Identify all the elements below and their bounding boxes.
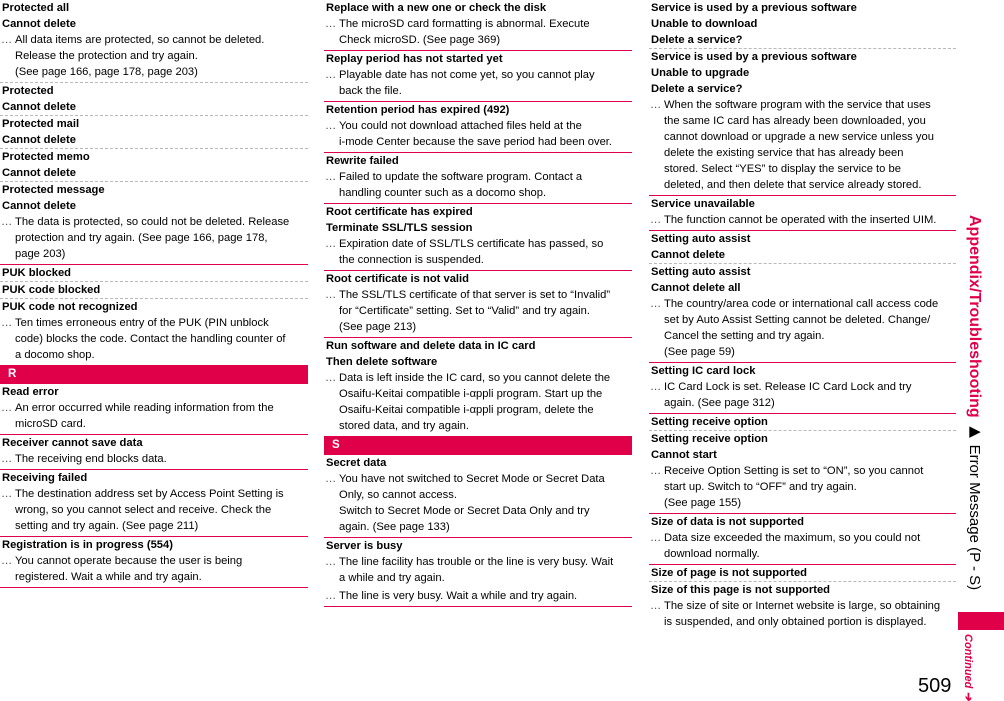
error-description xyxy=(324,236,632,270)
description-line: … The size of site or Internet website is large, so obtaining xyxy=(664,600,941,612)
description-line: … All data items are protected, so cannot be deleted. xyxy=(15,34,265,46)
error-title: Setting receive option xyxy=(651,416,768,428)
error-title: Rewrite failed xyxy=(326,155,399,167)
side-tab-section: Appendix/Troubleshooting xyxy=(966,215,983,418)
error-title: Registration is in progress (554) xyxy=(2,539,173,551)
description-line: is suspended, and only obtained portion is displayed. xyxy=(664,616,927,628)
error-title: Cannot delete all xyxy=(651,282,741,294)
error-entry xyxy=(0,182,308,265)
description-line: … Ten times erroneous entry of the PUK (PIN unblock xyxy=(15,317,269,329)
error-entry xyxy=(324,338,632,436)
description-line: … Failed to update the software program. Contact a xyxy=(339,171,583,183)
description-line: again. (See page 312) xyxy=(664,397,775,409)
description-line: start up. Switch to “OFF” and try again. xyxy=(664,481,857,493)
description-line: handling counter such as a docomo shop. xyxy=(339,187,547,199)
error-title: Setting auto assist xyxy=(651,233,751,245)
error-title: Secret data xyxy=(326,457,387,469)
error-entry xyxy=(324,455,632,538)
description-line: stored data, and try again. xyxy=(339,420,469,432)
description-line: … Data is left inside the IC card, so you cannot delete the xyxy=(339,372,611,384)
section-header: R xyxy=(0,365,308,384)
description-line: a docomo shop. xyxy=(15,349,95,361)
error-entry xyxy=(0,470,308,537)
description-line: … When the software program with the service that uses xyxy=(664,99,931,111)
description-line: … The data is protected, so could not be deleted. Release xyxy=(15,216,290,228)
description-line: … IC Card Lock is set. Release IC Card Lock and try xyxy=(664,381,912,393)
description-line: the connection is suspended. xyxy=(339,254,484,266)
description-line: … The receiving end blocks data. xyxy=(15,453,167,465)
error-entry xyxy=(0,537,308,588)
description-line: Osaifu-Keitai compatible i-αppli program, delete the xyxy=(339,404,594,416)
side-tab xyxy=(965,215,983,590)
column-3 xyxy=(649,0,956,632)
continued-arrow-icon: ➔ xyxy=(962,691,974,701)
error-title: Terminate SSL/TLS session xyxy=(326,222,473,234)
description-line: Check microSD. (See page 369) xyxy=(339,34,501,46)
description-line: deleted, and then delete that service already stored. xyxy=(664,179,922,191)
error-title: Protected xyxy=(2,85,54,97)
description-line: (See page 155) xyxy=(664,497,742,509)
column-2 xyxy=(324,0,632,607)
error-title: Replay period has not started yet xyxy=(326,53,503,65)
error-title: Receiving failed xyxy=(2,472,88,484)
error-title: Unable to download xyxy=(651,18,758,30)
error-entry xyxy=(649,582,956,632)
error-title: Replace with a new one or check the disk xyxy=(326,2,547,14)
error-entry xyxy=(649,514,956,565)
error-description xyxy=(0,315,308,365)
error-entry xyxy=(649,49,956,196)
error-title: Size of page is not supported xyxy=(651,567,808,579)
description-line: Osaifu-Keitai compatible i-αppli program. Start up the xyxy=(339,388,603,400)
error-title: Then delete software xyxy=(326,356,438,368)
description-line: setting and try again. (See page 211) xyxy=(15,520,199,532)
error-description xyxy=(324,16,632,50)
error-entry xyxy=(649,414,956,431)
description-line: … Expiration date of SSL/TLS certificate has passed, so xyxy=(339,238,604,250)
description-line: … An error occurred while reading information from the xyxy=(15,402,274,414)
error-title: PUK code blocked xyxy=(2,284,101,296)
description-line: a while and try again. xyxy=(339,572,445,584)
error-description xyxy=(324,554,632,588)
description-line: … The SSL/TLS certificate of that server is set to “Invalid” xyxy=(339,289,611,301)
error-title: Root certificate is not valid xyxy=(326,273,469,285)
error-entry xyxy=(0,83,308,116)
description-line: protection and try again. (See page 166, page 178, xyxy=(15,232,268,244)
description-line: delete the existing service that has already been xyxy=(664,147,904,159)
description-line: i-mode Center because the save period had been over. xyxy=(339,136,613,148)
error-title: Cannot delete xyxy=(2,200,76,212)
description-line: … The destination address set by Access Point Setting is xyxy=(15,488,284,500)
description-line: wrong, so you cannot select and receive. Check the xyxy=(15,504,272,516)
error-description xyxy=(649,296,956,362)
error-description xyxy=(0,214,308,264)
error-title: Cannot delete xyxy=(651,249,725,261)
error-entry xyxy=(649,363,956,414)
description-line: set by Auto Assist Setting cannot be deleted. Change/ xyxy=(664,314,931,326)
description-line: again. (See page 133) xyxy=(339,521,450,533)
description-line: … You have not switched to Secret Mode or Secret Data xyxy=(339,473,605,485)
description-line: … The line is very busy. Wait a while and try again. xyxy=(339,590,578,602)
description-line: … The function cannot be operated with the inserted UIM. xyxy=(664,214,937,226)
error-entry xyxy=(649,264,956,363)
error-title: Server is busy xyxy=(326,540,403,552)
error-title: Run software and delete data in IC card xyxy=(326,340,536,352)
error-title: Service is used by a previous software xyxy=(651,2,857,14)
error-title: Retention period has expired (492) xyxy=(326,104,510,116)
error-title: Size of this page is not supported xyxy=(651,584,831,596)
side-tab-subtitle: Error Message (P - S) xyxy=(966,444,983,591)
description-line: … You could not download attached files held at the xyxy=(339,120,582,132)
error-description xyxy=(324,169,632,203)
error-description xyxy=(0,400,308,434)
description-line: back the file. xyxy=(339,85,402,97)
error-entry xyxy=(324,0,632,51)
error-title: Delete a service? xyxy=(651,34,743,46)
error-title: Cannot delete xyxy=(2,101,76,113)
continued-text: Continued xyxy=(962,634,974,689)
error-title: Protected mail xyxy=(2,118,80,130)
description-line: registered. Wait a while and try again. xyxy=(15,571,202,583)
description-line: cannot download or upgrade a new service unless you xyxy=(664,131,934,143)
error-title: Setting receive option xyxy=(651,433,768,445)
error-description xyxy=(649,463,956,513)
error-title: Cannot delete xyxy=(2,18,76,30)
error-description xyxy=(324,67,632,101)
error-entry xyxy=(324,271,632,338)
error-entry xyxy=(649,231,956,264)
error-description xyxy=(0,486,308,536)
error-entry xyxy=(0,149,308,182)
description-line: stored. Select “YES” to display the service to be xyxy=(664,163,901,175)
page-number: 509 xyxy=(918,675,952,697)
continued-label xyxy=(962,634,975,701)
description-line: download normally. xyxy=(664,548,760,560)
error-title: Size of data is not supported xyxy=(651,516,804,528)
side-bar-marker xyxy=(958,612,1004,630)
section-header: S xyxy=(324,436,632,455)
error-description xyxy=(324,588,632,606)
error-title: Read error xyxy=(2,386,59,398)
error-title: PUK code not recognized xyxy=(2,301,138,313)
error-entry xyxy=(324,538,632,607)
description-line: … Playable date has not come yet, so you cannot play xyxy=(339,69,595,81)
error-description xyxy=(649,379,956,413)
error-entry xyxy=(0,0,308,83)
error-title: Delete a service? xyxy=(651,83,743,95)
error-title: Protected message xyxy=(2,184,105,196)
column-1 xyxy=(0,0,308,588)
description-line: Only, so cannot access. xyxy=(339,489,457,501)
description-line: for “Certificate” setting. Set to “Valid” and try again. xyxy=(339,305,590,317)
error-entry xyxy=(0,384,308,435)
description-line: page 203) xyxy=(15,248,66,260)
description-line: … The line facility has trouble or the line is very busy. Wait xyxy=(339,556,614,568)
error-description xyxy=(0,451,308,469)
description-line: (See page 213) xyxy=(339,321,417,333)
error-description xyxy=(649,97,956,195)
error-title: Cannot start xyxy=(651,449,717,461)
error-title: Cannot delete xyxy=(2,167,76,179)
error-entry xyxy=(324,102,632,153)
error-entry xyxy=(0,299,308,365)
error-title: PUK blocked xyxy=(2,267,72,279)
error-entry xyxy=(324,51,632,102)
description-line: (See page 59) xyxy=(664,346,735,358)
description-line: (See page 166, page 178, page 203) xyxy=(15,66,198,78)
description-line: code) blocks the code. Contact the handling counter of xyxy=(15,333,286,345)
description-line: microSD card. xyxy=(15,418,86,430)
error-description xyxy=(649,598,956,632)
description-line: the same IC card has already been downloaded, you xyxy=(664,115,926,127)
error-description xyxy=(649,530,956,564)
error-entry xyxy=(324,153,632,204)
error-title: Setting auto assist xyxy=(651,266,751,278)
error-description xyxy=(649,212,956,230)
error-entry xyxy=(649,0,956,49)
error-title: Service unavailable xyxy=(651,198,755,210)
error-entry xyxy=(0,282,308,299)
error-description xyxy=(324,287,632,337)
description-line: … You cannot operate because the user is being xyxy=(15,555,243,567)
side-tab-arrow: ▶ xyxy=(966,422,983,441)
error-description xyxy=(0,553,308,587)
error-title: Protected all xyxy=(2,2,70,14)
error-description xyxy=(324,370,632,436)
error-description xyxy=(0,32,308,82)
error-description xyxy=(324,471,632,537)
description-line: … The microSD card formatting is abnormal. Execute xyxy=(339,18,590,30)
error-title: Service is used by a previous software xyxy=(651,51,857,63)
error-entry xyxy=(0,116,308,149)
error-entry xyxy=(0,265,308,282)
error-description xyxy=(324,118,632,152)
description-line: Switch to Secret Mode or Secret Data Only and try xyxy=(339,505,590,517)
error-entry xyxy=(649,565,956,582)
error-entry xyxy=(0,435,308,470)
error-title: Root certificate has expired xyxy=(326,206,473,218)
error-title: Protected memo xyxy=(2,151,90,163)
description-line: … The country/area code or international call access code xyxy=(664,298,939,310)
error-title: Cannot delete xyxy=(2,134,76,146)
error-title: Unable to upgrade xyxy=(651,67,750,79)
error-title: Receiver cannot save data xyxy=(2,437,143,449)
description-line: … Data size exceeded the maximum, so you could not xyxy=(664,532,921,544)
description-line: Release the protection and try again. xyxy=(15,50,198,62)
error-entry xyxy=(324,204,632,271)
error-entry xyxy=(649,431,956,514)
description-line: Cancel the setting and try again. xyxy=(664,330,825,342)
description-line: … Receive Option Setting is set to “ON”, so you cannot xyxy=(664,465,924,477)
error-title: Setting IC card lock xyxy=(651,365,756,377)
error-entry xyxy=(649,196,956,231)
